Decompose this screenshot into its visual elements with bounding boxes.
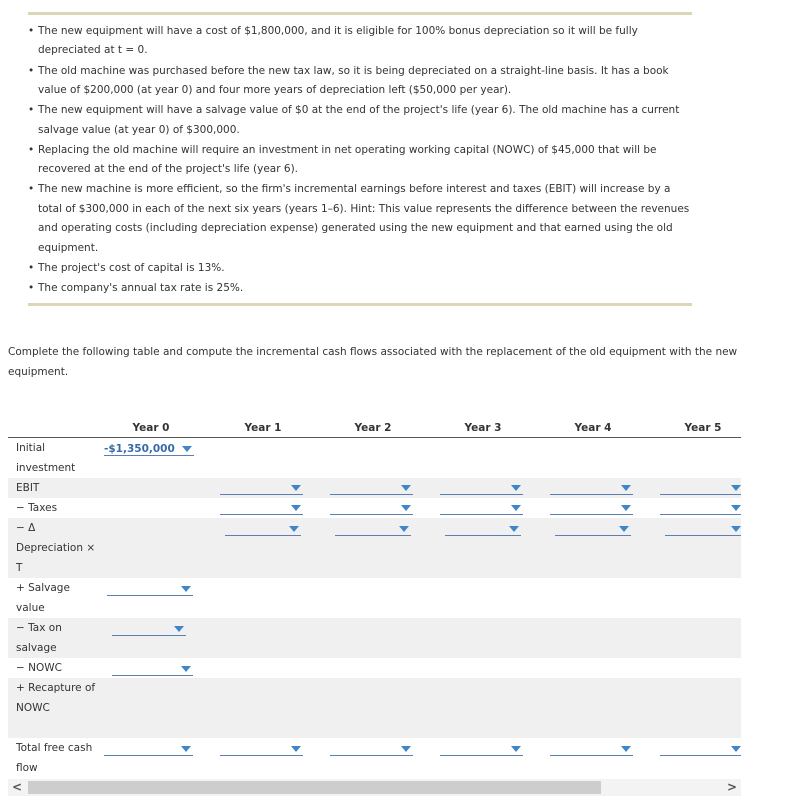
dropdown-delta-dep-y2[interactable]	[335, 521, 411, 536]
chevron-down-icon	[399, 526, 409, 532]
header-year-4: Year 4	[574, 422, 612, 434]
dropdown-ebit-y1[interactable]	[220, 480, 303, 495]
chevron-down-icon	[289, 526, 299, 532]
chevron-down-icon	[401, 485, 411, 491]
dropdown-delta-dep-y4[interactable]	[555, 521, 631, 536]
list-item: • The project's cost of capital is 13%.	[28, 261, 225, 274]
chevron-down-icon	[621, 485, 631, 491]
chevron-down-icon	[181, 666, 191, 672]
chevron-down-icon	[401, 505, 411, 511]
chevron-down-icon	[731, 485, 741, 491]
chevron-down-icon	[511, 485, 521, 491]
row-label-initial-investment: Initial investment	[16, 442, 76, 474]
row-label-tax-on-salvage: − Tax on salvage	[16, 622, 62, 654]
chevron-down-icon	[291, 746, 301, 752]
dropdown-taxes-y1[interactable]	[220, 500, 303, 515]
row-label-ebit: EBIT	[16, 482, 40, 494]
dropdown-ebit-y5[interactable]	[660, 480, 741, 495]
dropdown-taxes-y2[interactable]	[330, 500, 413, 515]
header-year-0: Year 0	[132, 422, 170, 434]
chevron-down-icon	[511, 505, 521, 511]
dropdown-salvage-y0[interactable]	[107, 581, 193, 596]
header-year-5: Year 5	[684, 422, 722, 434]
chevron-down-icon	[181, 746, 191, 752]
header-year-2: Year 2	[354, 422, 392, 434]
dropdown-total-y0[interactable]	[104, 741, 193, 756]
list-item: • The new machine is more efficient, so the firm's incremental earnings before interest and taxes (EBIT) will increase by a total of $300,000 in each of the next six years (years 1–6). Hint: This value represents the difference between the revenues and operating costs (including depreciation expense) generated using the new equipment and that earned using the old equipment.	[28, 183, 690, 254]
chevron-down-icon	[731, 746, 741, 752]
dropdown-delta-dep-y5[interactable]	[665, 521, 741, 536]
horizontal-scrollbar[interactable]	[8, 779, 741, 796]
chevron-down-icon	[731, 505, 741, 511]
assumptions-list	[28, 22, 692, 299]
row-label-nowc: − NOWC	[16, 662, 62, 674]
chevron-down-icon	[182, 446, 192, 452]
dropdown-delta-dep-y1[interactable]	[225, 521, 301, 536]
dropdown-ebit-y2[interactable]	[330, 480, 413, 495]
chevron-down-icon	[509, 526, 519, 532]
dropdown-value: -$1,350,000	[104, 443, 175, 455]
list-item: • The new equipment will have a salvage value of $0 at the end of the project's life (year 6). The old machine has a current salvage value (at year 0) of $300,000.	[28, 104, 680, 136]
row-label-total-fcf: Total free cash flow	[16, 742, 93, 774]
dropdown-taxes-y3[interactable]	[440, 500, 523, 515]
dropdown-initial-investment-y0[interactable]	[104, 441, 194, 456]
dropdown-total-y1[interactable]	[220, 741, 303, 756]
chevron-down-icon	[291, 485, 301, 491]
row-label-taxes: − Taxes	[16, 502, 58, 514]
row-label-recapture-nowc: + Recapture of NOWC	[16, 682, 96, 714]
dropdown-total-y2[interactable]	[330, 741, 413, 756]
header-year-1: Year 1	[244, 422, 282, 434]
chevron-down-icon	[511, 746, 521, 752]
dropdown-ebit-y3[interactable]	[440, 480, 523, 495]
top-divider	[28, 12, 692, 15]
dropdown-nowc-y0[interactable]	[112, 661, 193, 676]
list-item: • Replacing the old machine will require an investment in net operating working capital (NOWC) of $45,000 that will be recovered at the end of the project's life (year 6).	[28, 143, 657, 176]
dropdown-taxes-y4[interactable]	[550, 500, 633, 515]
scrollbar-thumb[interactable]	[28, 781, 601, 794]
dropdown-ebit-y4[interactable]	[550, 480, 633, 495]
chevron-down-icon	[174, 626, 184, 632]
header-year-3: Year 3	[464, 422, 502, 434]
list-item: • The company's annual tax rate is 25%.	[28, 282, 244, 295]
chevron-down-icon	[621, 505, 631, 511]
row-label-delta-depreciation: − Δ Depreciation × T	[16, 522, 96, 574]
bottom-divider	[28, 303, 692, 306]
chevron-down-icon	[401, 746, 411, 752]
list-item: • The old machine was purchased before the new tax law, so it is being depreciated on a straight-line basis. It has a book value of $200,000 (at year 0) and four more years of depreciation left ($50,000 per year).	[28, 64, 669, 97]
dropdown-taxes-y5[interactable]	[660, 500, 741, 515]
table-row	[8, 678, 741, 738]
scroll-right-icon[interactable]: >	[726, 780, 738, 794]
chevron-down-icon	[621, 746, 631, 752]
row-label-salvage: + Salvage value	[16, 582, 70, 614]
dropdown-total-y5[interactable]	[660, 741, 741, 756]
chevron-down-icon	[181, 586, 191, 592]
dropdown-tax-salvage-y0[interactable]	[112, 621, 186, 636]
dropdown-total-y3[interactable]	[440, 741, 523, 756]
chevron-down-icon	[291, 505, 301, 511]
chevron-down-icon	[619, 526, 629, 532]
scroll-left-icon[interactable]: <	[11, 780, 23, 794]
dropdown-total-y4[interactable]	[550, 741, 633, 756]
chevron-down-icon	[731, 526, 741, 532]
dropdown-delta-dep-y3[interactable]	[445, 521, 521, 536]
instructions: Complete the following table and compute the incremental cash flows associated with the replacement of the old equipment with the new equipment.	[8, 346, 738, 378]
list-item: • The new equipment will have a cost of $1,800,000, and it is eligible for 100% bonus depreciation so it will be fully depreciated at t = 0.	[28, 25, 638, 57]
